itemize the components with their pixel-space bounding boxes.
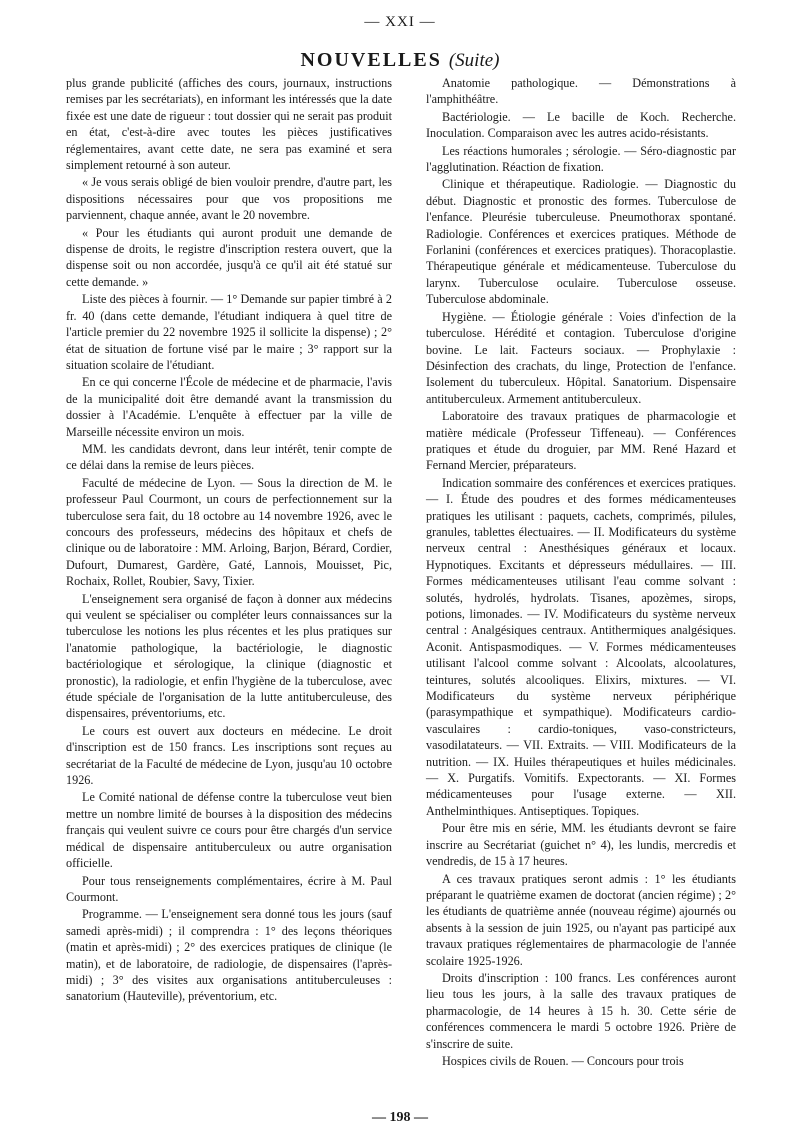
paragraph: A ces travaux pratiques seront admis : 1° les étudiants préparant le quatrième examen de doctorat (ancien régime) ; 2° les étudiants de quatrième année (nouveau régime) ajournés ou absents à la session de juin 1925, ou n'ayant pas participé aux travaux pratiques réglementaires de pharmacologie de l'année scolaire 1925-1926. [426, 871, 736, 968]
paragraph: Pour être mis en série, MM. les étudiants devront se faire inscrire au Secrétariat (guichet n° 4), les lundis, mercredis et vendredis, de 15 à 17 heures. [426, 821, 736, 869]
paragraph: Laboratoire des travaux pratiques de pharmacologie et matière médicale (Professeur Tiffeneau). — Conférences pratiques et étude du droguier, par MM. René Hazard et Fernand Mercier, préparateurs. [426, 409, 736, 473]
paragraph: Anatomie pathologique. — Démonstrations à l'amphithéâtre. [426, 76, 736, 107]
paragraph: « Pour les étudiants qui auront produit une demande de dispense de droits, le registre d'inscription restera ouvert, que la dispense soit ou non accordée, jusqu'à ce qu'il ait été statué sur cette demande. » [66, 225, 392, 289]
paragraph: Indication sommaire des conférences et exercices pratiques. — I. Étude des poudres et des formes médicamenteuses pratiques les utilisant : paquets, cachets, comprimés, pilules, granules, tablettes électuaires. — II. Modificateurs du système nerveux central : Anesthésiques généraux et locaux. Hypnotiques. Excitants et dépresseurs médullaires. — III. Formes médicamenteuses utilisant l'eau comme solvant : solutés, hydrolés, hydrolats. Tisanes, apozèmes, sirops, potions, limonades. — IV. Modificateurs du système nerveux central : Analgésiques centraux. Antithermiques analgésiques. Aconit. Antispasmodiques. — V. Formes médicamenteuses utilisant l'alcool comme solvant : Alcoolats, alcoolatures, teintures, solutés alcooliques. Elixirs, mixtures. — VI. Modificateurs du système nerveux périphérique (parasympathique et sympathique). Modificateurs cardio-vasculaires : cardio-toniques, vaso-constricteurs, vasodilatateurs. — VII. Extraits. — VIII. Modificateurs de la nutrition. — IX. Huiles thérapeutiques et huiles médicinales. — X. Purgatifs. Vomitifs. Expectorants. — XI. Formes médicamenteuses pour l'usage externe. — XII. Anthelminthiques. Antiseptiques. Topiques. [426, 475, 736, 818]
section-title: NOUVELLES [300, 49, 442, 71]
section-title-suffix: (Suite) [448, 50, 500, 71]
paragraph: Droits d'inscription : 100 francs. Les conférences auront lieu tous les jours, à la salle des travaux pratiques de pharmacologie, de 14 heures à 15 h. 30. Cette série de conférences commencera le mardi 5 octobre 1926. Prière de s'inscrire de suite. [426, 970, 736, 1051]
paragraph: Bactériologie. — Le bacille de Koch. Recherche. Inoculation. Comparaison avec les autres acido-résistants. [426, 109, 736, 141]
paragraph: Hygiène. — Étiologie générale : Voies d'infection de la tuberculose. Hérédité et contagion. Tuberculose d'origine bovine. Le lait. Facteurs sociaux. — Prophylaxie : Désinfection des crachats, du linge, Protection de l'enfance. Isolement du tuberculeux. Hôpital. Sanatorium. Dispensaire antituberculeux. Armement antituberculeux. [426, 309, 736, 406]
page-title [0, 49, 800, 72]
paragraph: Clinique et thérapeutique. Radiologie. — Diagnostic du début. Diagnostic et pronostic des formes. Tuberculose de l'enfance. Pleurésie tuberculeuse. Pneumothorax spontané. Radiologie. Conférences et exercices pratiques. Méthode de Forlanini (conférences et exercices pratiques). Thoracoplastie. Thérapeutique générale et médicamenteuse. Tuberculose du larynx. Tuberculose oculaire. Tuberculose osseuse. Tuberculose abdominale. [426, 177, 736, 307]
paragraph: Faculté de médecine de Lyon. — Sous la direction de M. le professeur Paul Courmont, un cours de perfectionnement sur la tuberculose sera fait, du 18 octobre au 14 novembre 1926, avec le concours des professeurs, médecins des hôpitaux et chefs de clinique ou de laboratoire : MM. Arloing, Barjon, Bérard, Cordier, Dufourt, Dumarest, Gardère, Gaté, Lannois, Mouisset, Pic, Rochaix, Rollet, Roubier, Savy, Tixier. [66, 475, 392, 589]
paragraph: Hospices civils de Rouen. — Concours pour trois [442, 1053, 684, 1068]
paragraph: plus grande publicité (affiches des cours, journaux, instructions remises par les secrétariats), en informant les intéressés que la date fixée est une date de rigueur : tout dossier qui ne serait pas produit en état, c'est-à-dire avec toutes les pièces justificatives réglementaires, avant cette date, ne sera pas examiné et sera simplement retourné à son auteur. [66, 76, 392, 173]
paragraph: En ce qui concerne l'École de médecine et de pharmacie, l'avis de la municipalité doit être demandé avant la transmission du dossier à l'Académie. L'enquête à effectuer par la ville de Marseille nécessite environ un mois. [66, 375, 392, 439]
paragraph: « Je vous serais obligé de bien vouloir prendre, d'autre part, les dispositions nécessaires pour que vos propositions me parviennent, chaque année, avant le 20 novembre. [66, 175, 392, 223]
paragraph: MM. les candidats devront, dans leur intérêt, tenir compte de ce délai dans la remise de leurs pièces. [66, 441, 392, 473]
right-column [426, 75, 736, 1069]
paragraph: Pour tous renseignements complémentaires, écrire à M. Paul Courmont. [66, 873, 392, 904]
paragraph: Programme. — L'enseignement sera donné tous les jours (sauf samedi après-midi) ; il comprendra : 1° des leçons théoriques (matin et après-midi) ; 2° des exercices pratiques de clinique (le matin), et de laboratoire, de radiologie, de dispensaires (l'après-midi) ; 3° des visites aux organisations antituberculeuses : sanatorium (Hauteville), préventorium, etc. [66, 907, 392, 1004]
roman-page-number: — XXI — [364, 14, 436, 30]
left-column [66, 75, 392, 1005]
paragraph: Le Comité national de défense contre la tuberculose veut bien mettre un nombre limité de bourses à la disposition des médecins français qui veulent suivre ce cours pour être chargés d'un service médical de dispensaire antituberculeux ou autre organisation officielle. [66, 790, 392, 871]
paragraph: Liste des pièces à fournir. — 1° Demande sur papier timbré à 2 fr. 40 (dans cette demande, l'étudiant indiquera à quel titre de l'article premier du 22 novembre 1925 il sollicite la dispense) ; 2° état de situation de fortune visé par le maire ; 3° rapport sur la situation scolaire de l'étudiant. [66, 292, 392, 372]
paragraph: Les réactions humorales ; sérologie. — Séro-diagnostic par l'agglutination. Réaction de fixation. [426, 143, 736, 175]
folio-page-number: — 198 — [372, 1110, 428, 1125]
paragraph: Le cours est ouvert aux docteurs en médecine. Le droit d'inscription est de 150 francs. Les inscriptions sont reçues au secrétariat de la Faculté de médecine de Lyon, jusqu'au 10 octobre 1926. [66, 723, 392, 788]
paragraph: L'enseignement sera organisé de façon à donner aux médecins qui veulent se spécialiser ou compléter leurs connaissances sur la tuberculose les notions les plus récentes et les plus pratiques sur l'anatomie pathologique, la bactériologie, le diagnostic bactériologique et sérologique, la clinique (diagnostic et pronostic), la radiologie, et enfin l'hygiène de la tuberculose, avec étude spéciale de l'organisation de la lutte antituberculeuse, des dispensaires, préventoriums, etc. [66, 591, 392, 721]
